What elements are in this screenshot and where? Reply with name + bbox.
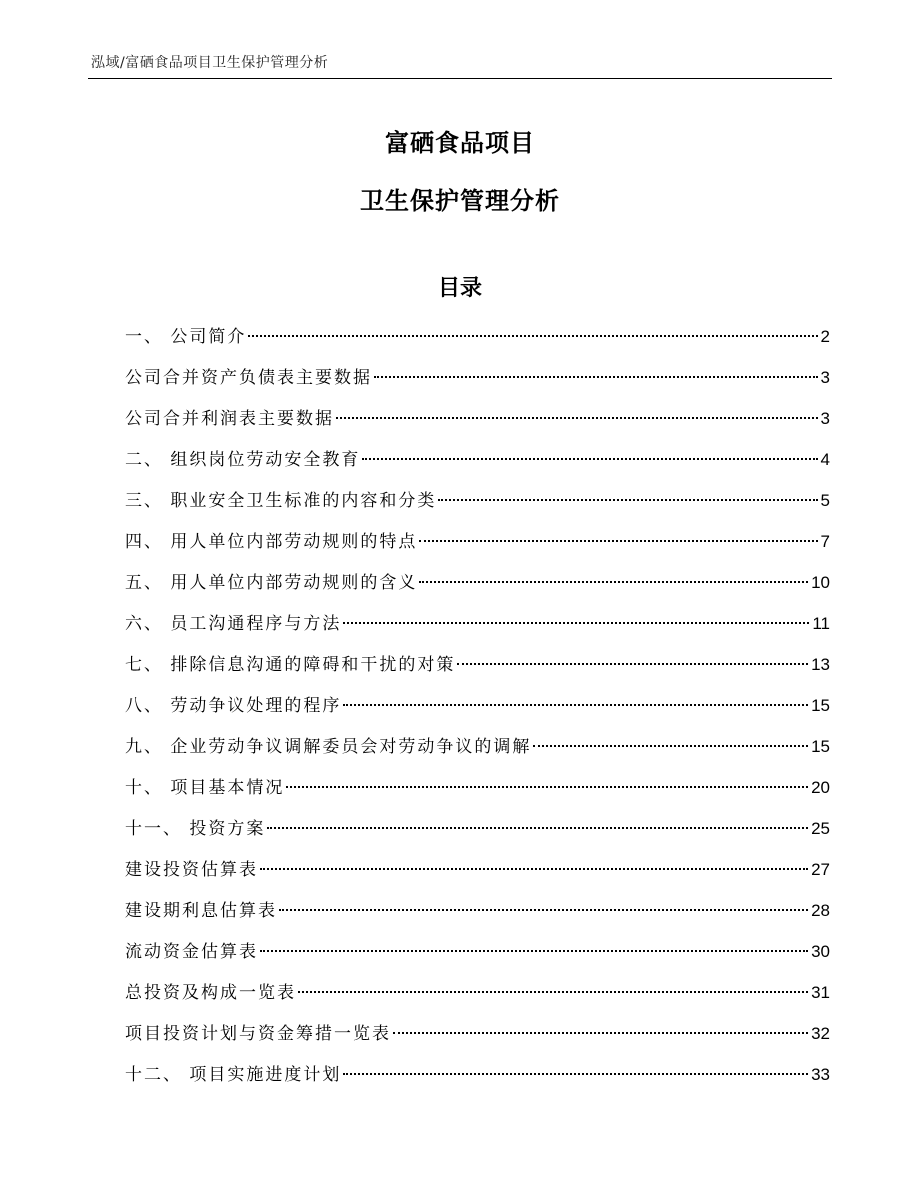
toc-entry-label[interactable]: 十、 项目基本情况 [125, 778, 285, 798]
toc-dot-leader [438, 499, 817, 501]
toc-entry[interactable] [125, 732, 830, 773]
toc-entry-label[interactable]: 四、 用人单位内部劳动规则的特点 [125, 532, 418, 552]
document-title-line1: 富硒食品项目 [385, 129, 535, 157]
toc-entry[interactable] [125, 978, 830, 1019]
toc-dot-leader [260, 868, 808, 870]
toc-entry-label[interactable]: 项目投资计划与资金筹措一览表 [125, 1024, 391, 1044]
toc-entry-label[interactable]: 公司合并资产负债表主要数据 [125, 368, 372, 388]
toc-entry[interactable] [125, 814, 830, 855]
toc-entry-label[interactable]: 十二、 项目实施进度计划 [125, 1065, 342, 1085]
toc-dot-leader [336, 417, 818, 419]
toc-entry-label[interactable]: 九、 企业劳动争议调解委员会对劳动争议的调解 [125, 737, 532, 757]
toc-entry-label[interactable]: 三、 职业安全卫生标准的内容和分类 [125, 491, 437, 511]
running-header: 泓域/富硒食品项目卫生保护管理分析 [91, 55, 329, 71]
toc-entry-page-number[interactable]: 15 [811, 696, 830, 715]
toc-dot-leader [343, 622, 809, 624]
toc-entry-label[interactable]: 建设期利息估算表 [125, 901, 277, 921]
toc-entry[interactable] [125, 896, 830, 937]
toc-dot-leader [533, 745, 808, 747]
toc-entry-page-number[interactable]: 3 [820, 368, 830, 387]
toc-entry-label[interactable]: 流动资金估算表 [125, 942, 258, 962]
toc-entry-page-number[interactable]: 31 [811, 983, 830, 1002]
toc-entry[interactable] [125, 363, 830, 404]
toc-dot-leader [419, 581, 808, 583]
toc-entry-page-number[interactable]: 27 [811, 860, 830, 879]
toc-entry[interactable] [125, 527, 830, 568]
toc-entry-page-number[interactable]: 32 [811, 1024, 830, 1043]
toc-entry-page-number[interactable]: 25 [811, 819, 830, 838]
toc-entry[interactable] [125, 1019, 830, 1060]
toc-entry[interactable] [125, 1060, 830, 1101]
toc-entry-label[interactable]: 总投资及构成一览表 [125, 983, 296, 1003]
toc-dot-leader [279, 909, 808, 911]
table-of-contents [125, 322, 830, 1101]
toc-entry-page-number[interactable]: 13 [811, 655, 830, 674]
toc-entry-page-number[interactable]: 10 [811, 573, 830, 592]
toc-entry-page-number[interactable]: 33 [811, 1065, 830, 1084]
toc-entry[interactable] [125, 404, 830, 445]
toc-entry-page-number[interactable]: 2 [820, 327, 830, 346]
toc-dot-leader [248, 335, 817, 337]
toc-entry-page-number[interactable]: 5 [820, 491, 830, 510]
toc-entry[interactable] [125, 486, 830, 527]
toc-entry-label[interactable]: 建设投资估算表 [125, 860, 258, 880]
toc-entry-label[interactable]: 七、 排除信息沟通的障碍和干扰的对策 [125, 655, 456, 675]
toc-dot-leader [267, 827, 808, 829]
toc-entry-page-number[interactable]: 11 [812, 614, 830, 633]
toc-entry-page-number[interactable]: 4 [820, 450, 830, 469]
toc-entry-label[interactable]: 十一、 投资方案 [125, 819, 266, 839]
toc-heading: 目录 [437, 276, 482, 301]
toc-entry[interactable] [125, 937, 830, 978]
header-divider [88, 78, 832, 79]
toc-entry-label[interactable]: 五、 用人单位内部劳动规则的含义 [125, 573, 418, 593]
toc-entry-label[interactable]: 公司合并利润表主要数据 [125, 409, 334, 429]
toc-dot-leader [393, 1032, 808, 1034]
toc-entry[interactable] [125, 568, 830, 609]
toc-entry-label[interactable]: 六、 员工沟通程序与方法 [125, 614, 342, 634]
toc-entry-page-number[interactable]: 3 [820, 409, 830, 428]
toc-dot-leader [286, 786, 808, 788]
toc-entry-page-number[interactable]: 7 [820, 532, 830, 551]
toc-dot-leader [343, 1073, 808, 1075]
toc-entry[interactable] [125, 445, 830, 486]
toc-entry-label[interactable]: 八、 劳动争议处理的程序 [125, 696, 342, 716]
toc-entry[interactable] [125, 691, 830, 732]
toc-entry[interactable] [125, 773, 830, 814]
toc-dot-leader [298, 991, 808, 993]
toc-dot-leader [362, 458, 817, 460]
toc-dot-leader [457, 663, 808, 665]
toc-entry-label[interactable]: 一、 公司简介 [125, 327, 247, 347]
document-title-line2: 卫生保护管理分析 [360, 187, 560, 215]
toc-entry-page-number[interactable]: 30 [811, 942, 830, 961]
toc-entry-label[interactable]: 二、 组织岗位劳动安全教育 [125, 450, 361, 470]
toc-entry-page-number[interactable]: 15 [811, 737, 830, 756]
toc-entry[interactable] [125, 855, 830, 896]
toc-dot-leader [260, 950, 808, 952]
toc-dot-leader [343, 704, 808, 706]
toc-dot-leader [374, 376, 818, 378]
toc-entry[interactable] [125, 609, 830, 650]
toc-entry-page-number[interactable]: 20 [811, 778, 830, 797]
toc-entry[interactable] [125, 650, 830, 691]
toc-dot-leader [419, 540, 817, 542]
toc-entry[interactable] [125, 322, 830, 363]
toc-entry-page-number[interactable]: 28 [811, 901, 830, 920]
